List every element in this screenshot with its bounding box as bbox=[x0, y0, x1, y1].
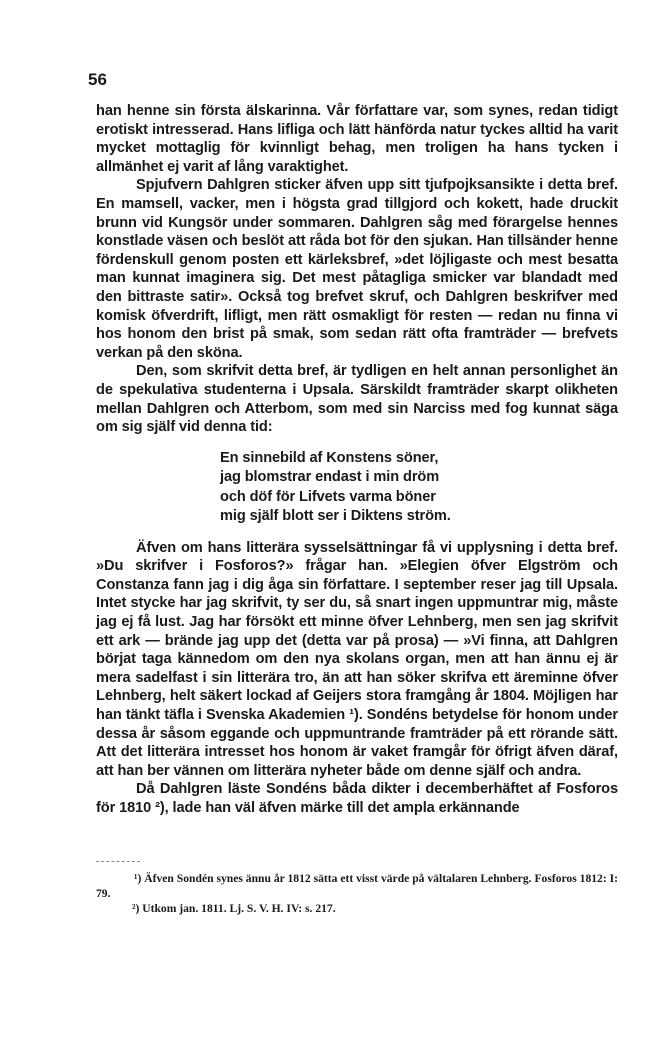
poem-line: mig själf blott ser i Diktens ström. bbox=[220, 508, 451, 525]
page-number: 56 bbox=[88, 70, 107, 89]
poem-line: En sinnebild af Konstens söner, bbox=[220, 449, 439, 466]
paragraph-3: Den, som skrifvit detta bref, är tydligen en helt annan personlighet än de spekulativa studenterna i Upsala. Särskildt framträder skarpt olikheten mellan Dahlgren och Atterbom, som med sin Narciss med fog kunnat säga om sig själf vid denna tid: bbox=[96, 363, 618, 436]
footnotes bbox=[96, 871, 618, 916]
footnote-2: ²) Utkom jan. 1811. Lj. S. V. H. IV: s. 217. bbox=[132, 902, 336, 915]
body-text bbox=[96, 102, 618, 818]
poem-line: och döf för Lifvets varma böner bbox=[220, 488, 436, 505]
paragraph-4: Äfven om hans litterära sysselsättningar få vi upplysning i detta bref. »Du skrifver i Fosforos?» frågar han. »Elegien öfver Elgström och Constanza fann jag i dig åga sin författare. I september reser jag till Upsala. Intet stycke har jag skrifvit, ty ser du, så snart ingen uppmuntrar mig, måste jag ej få lust. Jag har försökt ett minne öfver Lehnberg, men sen jag skrifvit ett ark — brände jag upp det (detta var på prosa) — »Vi finna, att Dahlgren börjat taga kännedom om den nya skolans organ, men att han ännu ej är mera sadelfast i sin litterära tro, än att han söker skrifva ett äreminne öfver Lehnberg, helt säkert lockad af Geijers stora framgång år 1804. Möjligen har han tänkt täfla i Svenska Akademien ¹). Sondéns betydelse för honom under dessa år såsom eggande och uppmuntrande framträder på ett rörande sätt. Att det litterära intresset hos honom är vaket framgår för öfrigt äfven däraf, att han ber vännen om litterära nyheter både om denne själf och andra. bbox=[96, 539, 618, 779]
paragraph-2: Spjufvern Dahlgren sticker äfven upp sitt tjufpojksansikte i detta bref. En mamsell, vacker, men i högsta grad tillgjord och kokett, hade druckit brunn vid Kungsör under sommaren. Dahlgren såg med förargelse hennes konstlade väsen och beslöt att råda bot för den sjukan. Han tillsänder henne fördenskull genom posten ett kärleksbref, »det löjligaste och mest besatta man kunnat imaginera sig. Det mest påtagliga smicker var blandadt med den bittraste satir». Också tog brefvet skruf, och Dahlgren beskrifver med komisk öfverdrift, lifligt, men rätt osmakligt för resten — redan nu finna vi hos honom den brist på smak, som sedan rätt ofta framträder — brefvets verkan på den sköna. bbox=[96, 177, 618, 361]
footnote-1: ¹) Äfven Sondén synes ännu år 1812 sätta ett visst värde på vältalaren Lehnberg. Fosforos 1812: I: 79. bbox=[96, 872, 618, 900]
poem-line: jag blomstrar endast i min dröm bbox=[220, 469, 440, 486]
paragraph-1: han henne sin första älskarinna. Vår författare var, som synes, redan tidigt erotiskt intresserad. Hans lifliga och lätt hänförda natur tyckes alltid ha varit mycket mottaglig för kvinnligt behag, men troligen ha hans tycken i allmänhet ej varit af lång varaktighet. bbox=[96, 103, 618, 175]
poem-quote bbox=[220, 449, 618, 527]
paragraph-5: Då Dahlgren läste Sondéns båda dikter i decemberhäftet af Fosforos för 1810 ²), lade han väl äfven märke till det ampla erkännande bbox=[96, 781, 618, 816]
footnote-divider bbox=[96, 861, 140, 862]
